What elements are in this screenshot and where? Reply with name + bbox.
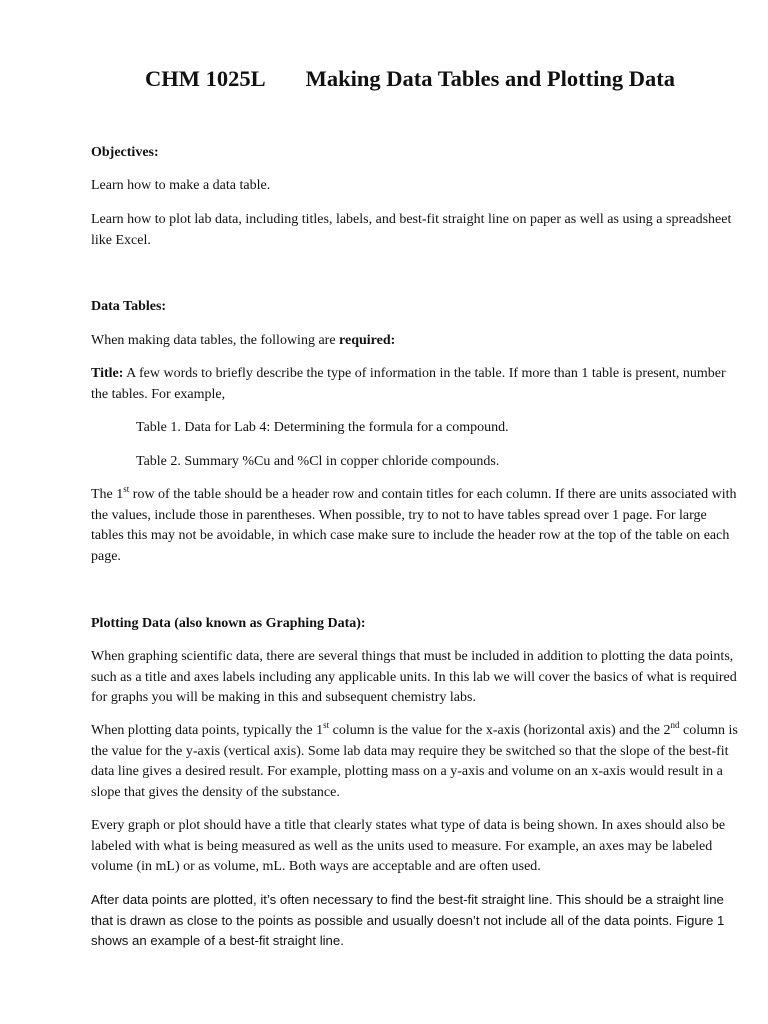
para2-sup-2: nd [670, 720, 680, 730]
table-example-1: Table 1. Data for Lab 4: Determining the formula for a compound. [136, 420, 509, 435]
plotting-paragraph-1: When graphing scientific data, there are several things that must be included in addition to plotting the data points, such as a title and axes labels including any applicable units. In this lab we will cover the basics of what is required for graphs you will be making in this and subsequent chemistry labs. [91, 649, 737, 706]
plotting-paragraph-2 [91, 721, 741, 803]
para2-part-c: column is the value for the y-axis (vertical axis). Some lab data may require they be switched so that the slope of the best-fit data line gives a desired result. For example, plotting mass on a y-axis and volume on an x-axis would result in a slope that gives the density of the substance. [91, 723, 738, 800]
plotting-paragraph-4: After data points are plotted, it’s often necessary to find the best-fit straight line. This should be a straight line that is drawn as close to the points as possible and usually doesn’t not include all of the data points. Figure 1 shows an example of a best-fit straight line. [91, 892, 725, 949]
row-para-post: row of the table should be a header row and contain titles for each column. If there are units associated with the values, include those in parentheses. When possible, try to not to have tables spread over 1 page. For large tables this may not be avoidable, in which case make sure to include the header row at the top of the table on each page. [91, 487, 737, 564]
data-tables-heading: Data Tables: [91, 299, 167, 314]
row-para-sup: st [123, 484, 130, 494]
title-description: A few words to briefly describe the type of information in the table. If more than 1 table is present, number the tables. For example, [91, 366, 726, 402]
page-title [0, 64, 768, 94]
title-label: Title: [91, 366, 124, 381]
para2-sup-1: st [323, 720, 330, 730]
title-requirement [91, 364, 741, 405]
objective-item-1: Learn how to make a data table. [91, 178, 271, 193]
plotting-heading: Plotting Data (also known as Graphing Data): [91, 616, 366, 631]
para2-part-b: column is the value for the x-axis (horizontal axis) and the 2 [329, 723, 671, 738]
header-row-paragraph [91, 485, 741, 567]
plotting-paragraph-3: Every graph or plot should have a title that clearly states what type of data is being shown. In axes should also be labeled with what is being measured as well as the units used to measure. For example, an axes may be labeled volume (in mL) or as volume, mL. Both ways are acceptable and are often used. [91, 818, 726, 875]
document-heading: Making Data Tables and Plotting Data [305, 66, 676, 91]
data-tables-intro [91, 331, 741, 352]
course-code: CHM 1025L [144, 66, 266, 91]
objectives-heading: Objectives: [91, 145, 159, 160]
para2-part-a: When plotting data points, typically the 1 [91, 723, 324, 738]
row-para-pre: The 1 [91, 487, 124, 502]
table-example-2: Table 2. Summary %Cu and %Cl in copper chloride compounds. [136, 454, 500, 469]
intro-text: When making data tables, the following are [91, 333, 340, 348]
intro-bold: required: [339, 333, 396, 348]
objective-item-2: Learn how to plot lab data, including titles, labels, and best-fit straight line on paper as well as using a spreadsheet like Excel. [91, 212, 732, 248]
